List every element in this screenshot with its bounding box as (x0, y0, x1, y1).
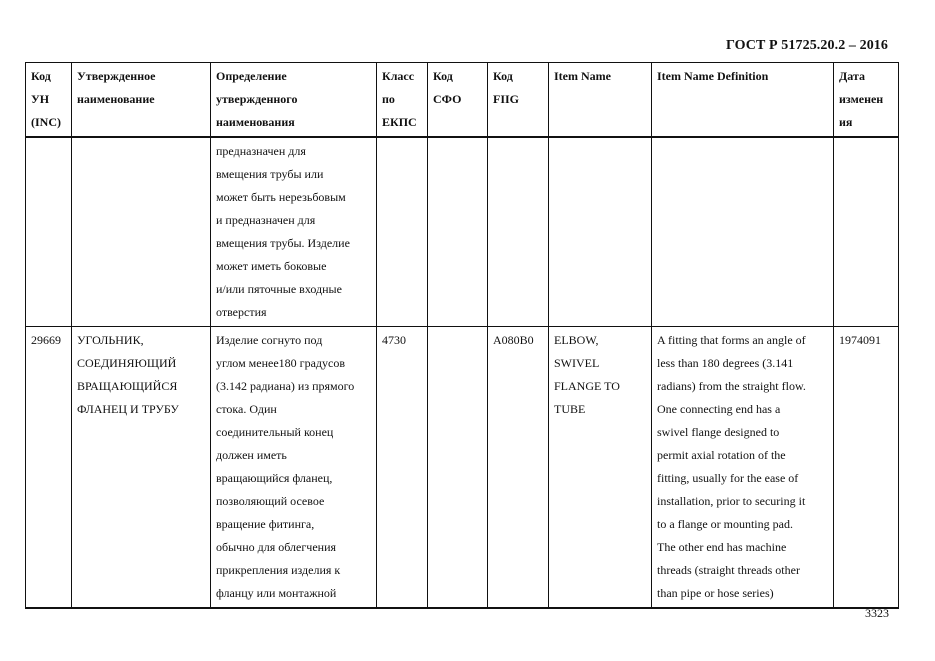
cell-text-line: вмещения трубы. Изделие (216, 236, 350, 250)
header-sfo-code (428, 63, 488, 138)
cell-inc-code (26, 327, 72, 609)
table-header-row (26, 63, 899, 138)
cell-text-line: (3.142 радиана) из прямого (216, 379, 355, 393)
cell-text-line: вращающийся фланец, (216, 471, 333, 485)
cell-text-line: threads (straight threads other (657, 563, 800, 577)
cell-sfo-code (428, 327, 488, 609)
cell-text-line: по (382, 92, 395, 106)
cell-text-line: to a flange or mounting pad. (657, 517, 793, 531)
cell-text-line: ЕКПС (382, 115, 417, 129)
header-inc-code (26, 63, 72, 138)
cell-text-line: Изделие согнуто под (216, 333, 323, 347)
cell-text-line: и/или пяточные входные (216, 282, 342, 296)
cell-text-line: swivel flange designed to (657, 425, 780, 439)
cell-text-line: СФО (433, 92, 462, 106)
cell-text-line: One connecting end has a (657, 402, 781, 416)
cell-text-line: вращение фитинга, (216, 517, 315, 531)
cell-text-line: утвержденного (216, 92, 298, 106)
cell-text-line: FIIG (493, 92, 520, 106)
cell-text-line: Item Name Definition (657, 69, 769, 83)
document-header: ГОСТ Р 51725.20.2 – 2016 (725, 38, 888, 53)
header-ekps-class (377, 63, 428, 138)
cell-text-line: Item Name (554, 69, 611, 83)
cell-text-line: A080B0 (493, 333, 534, 347)
cell-item-name (549, 327, 652, 609)
cell-text-line: наименования (216, 115, 295, 129)
cell-text-line: (INC) (31, 115, 61, 129)
cell-text-line: permit axial rotation of the (657, 448, 786, 462)
cell-text-line: installation, prior to securing it (657, 494, 806, 508)
cell-text-line: Класс (382, 69, 415, 83)
cell-text-line: ELBOW, (554, 333, 599, 347)
cell-text-line: отверстия (216, 305, 267, 319)
cell-ekps-class (377, 137, 428, 327)
cell-text-line: A fitting that forms an angle of (657, 333, 806, 347)
cell-text-line: SWIVEL (554, 356, 600, 370)
cell-text-line: СОЕДИНЯЮЩИЙ (77, 356, 177, 370)
cell-text-line: TUBE (554, 402, 586, 416)
cell-text-line: 29669 (31, 333, 61, 347)
cell-item-name-definition (652, 327, 834, 609)
cell-text-line: ВРАЩАЮЩИЙСЯ (77, 379, 178, 393)
cell-text-line: Дата (839, 69, 865, 83)
cell-item-name (549, 137, 652, 327)
cell-text-line: наименование (77, 92, 155, 106)
cell-text-line: radians) from the straight flow. (657, 379, 806, 393)
cell-name-definition (211, 137, 377, 327)
cell-name-definition (211, 327, 377, 609)
cell-text-line: Код (493, 69, 513, 83)
cell-text-line: The other end has machine (657, 540, 787, 554)
cell-text-line: Определение (216, 69, 287, 83)
cell-change-date (834, 327, 899, 609)
cell-text-line: должен иметь (216, 448, 287, 462)
cell-text-line: вмещения трубы или (216, 167, 324, 181)
cell-text-line: Код (31, 69, 51, 83)
header-item-name (549, 63, 652, 138)
cell-text-line: может иметь боковые (216, 259, 327, 273)
cell-text-line: ия (839, 115, 853, 129)
cell-text-line: fitting, usually for the ease of (657, 471, 799, 485)
table-row (26, 137, 899, 327)
cell-approved-name (72, 327, 211, 609)
cell-item-name-definition (652, 137, 834, 327)
cell-approved-name (72, 137, 211, 327)
cell-text-line: прикрепления изделия к (216, 563, 341, 577)
cell-change-date (834, 137, 899, 327)
cell-inc-code (26, 137, 72, 327)
table-row (26, 327, 899, 609)
cell-text-line: FLANGE TO (554, 379, 620, 393)
cell-text-line: изменен (839, 92, 884, 106)
header-name-definition (211, 63, 377, 138)
cell-text-line: 4730 (382, 333, 406, 347)
catalog-table (25, 62, 899, 609)
cell-text-line: предназначен для (216, 144, 306, 158)
cell-text-line: Код (433, 69, 453, 83)
cell-text-line: соединительный конец (216, 425, 334, 439)
cell-text-line: than pipe or hose series) (657, 586, 774, 600)
cell-text-line: УГОЛЬНИК, (77, 333, 144, 347)
header-item-name-definition (652, 63, 834, 138)
cell-text-line: фланцу или монтажной (216, 586, 337, 600)
page-number: 3323 (865, 606, 889, 620)
cell-text-line: может быть нерезьбовым (216, 190, 346, 204)
header-approved-name (72, 63, 211, 138)
header-fiig-code (488, 63, 549, 138)
cell-text-line: ФЛАНЕЦ И ТРУБУ (77, 402, 179, 416)
cell-ekps-class (377, 327, 428, 609)
cell-text-line: стока. Один (216, 402, 277, 416)
cell-text-line: 1974091 (839, 333, 881, 347)
cell-sfo-code (428, 137, 488, 327)
cell-text-line: less than 180 degrees (3.141 (657, 356, 794, 370)
cell-fiig-code (488, 137, 549, 327)
cell-text-line: углом менее180 градусов (216, 356, 346, 370)
cell-text-line: УН (31, 92, 50, 106)
cell-text-line: и предназначен для (216, 213, 316, 227)
cell-fiig-code (488, 327, 549, 609)
cell-text-line: обычно для облегчения (216, 540, 337, 554)
cell-text-line: позволяющий осевое (216, 494, 325, 508)
header-change-date (834, 63, 899, 138)
cell-text-line: Утвержденное (77, 69, 156, 83)
